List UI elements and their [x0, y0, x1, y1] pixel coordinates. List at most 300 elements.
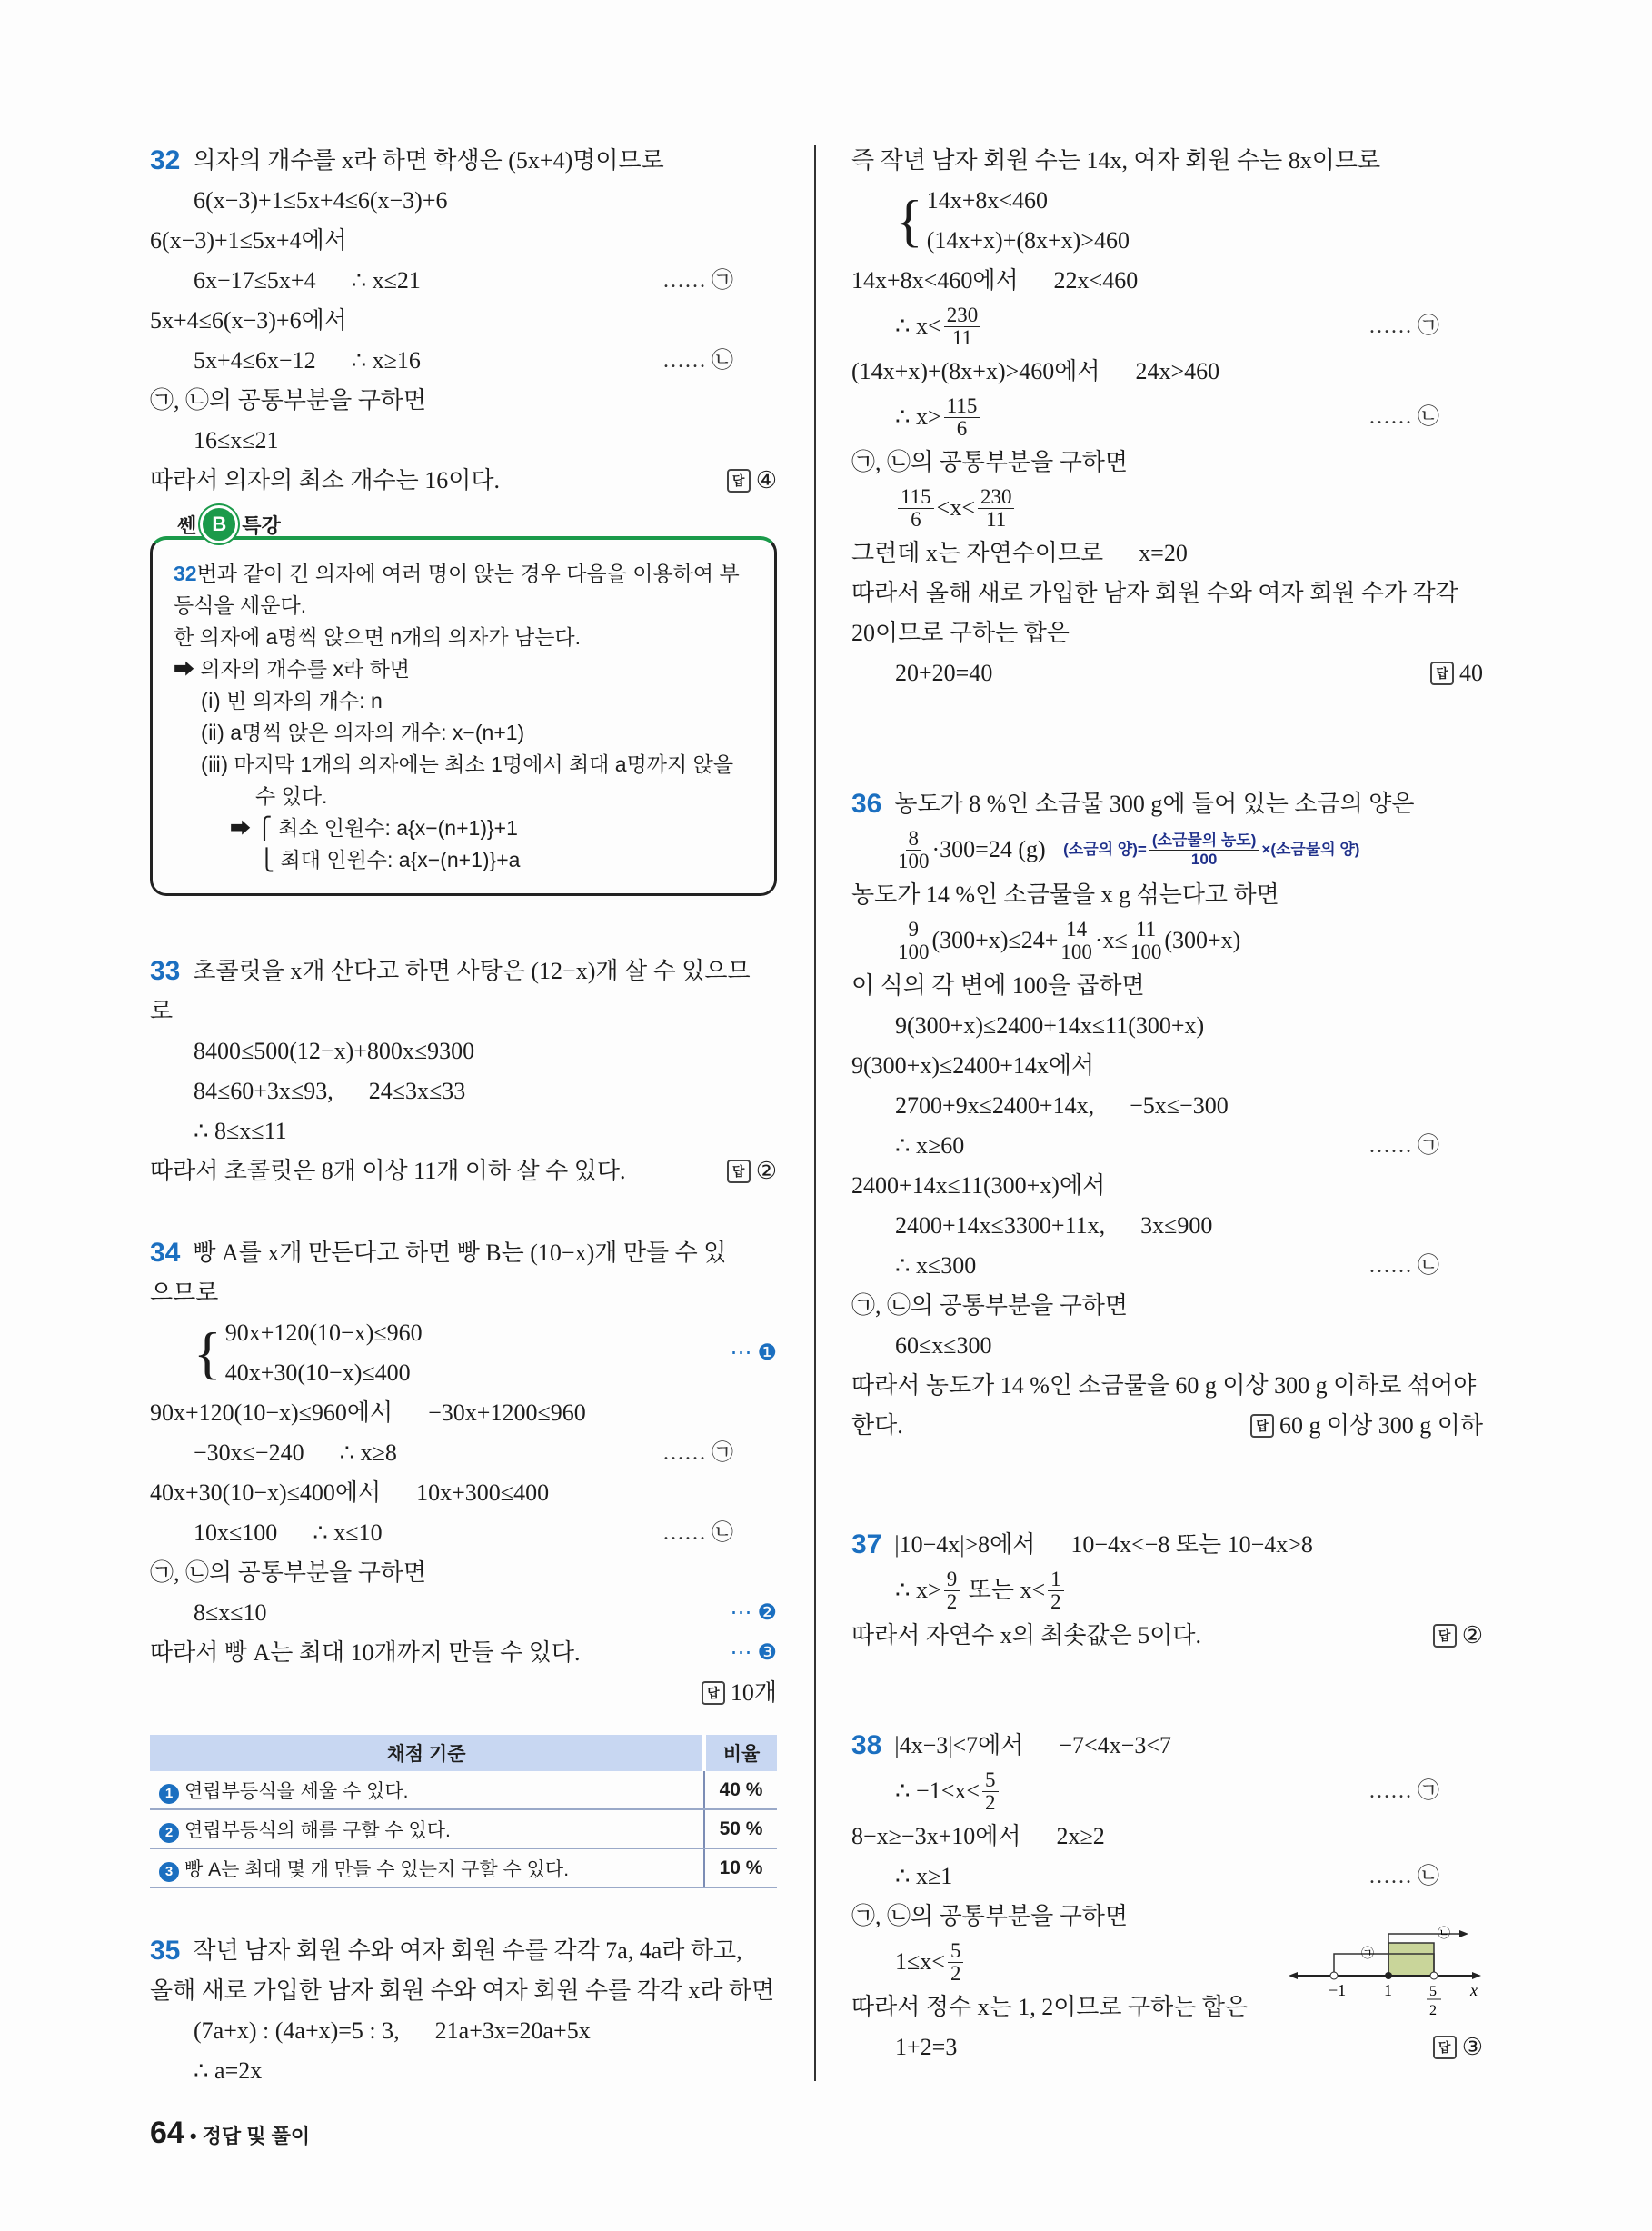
solution-line [150, 141, 777, 181]
solution-line [851, 352, 1483, 392]
tip-title-suffix: 특강 [242, 513, 281, 537]
numerator: 230 [944, 304, 981, 327]
solution-line [851, 1366, 1483, 1406]
range-2-label: ㉡ [1438, 1927, 1450, 1941]
math-text: 8≤x≤10 [194, 1599, 267, 1626]
math-text: ∴ x≥60 [895, 1132, 965, 1159]
brace-icon: { [194, 1320, 222, 1385]
formula-callout: ×(소금물의 양) [1261, 841, 1360, 858]
problem-33 [150, 951, 777, 1191]
system-of-inequalities [194, 1313, 423, 1393]
solution-line [150, 1151, 777, 1191]
tip-line [174, 653, 759, 685]
solution-line [150, 1273, 777, 1313]
solution-line [851, 1326, 1483, 1366]
math-text: ∴ a=2x [194, 2057, 263, 2084]
math-text: ∴ x> [895, 1577, 941, 1603]
solution-line [150, 1931, 777, 1971]
solution-line [150, 991, 777, 1031]
math-text: (14x+x)+(8x+x)>460에서 24x>460 [851, 358, 1220, 384]
answer-icon: 답 [1433, 2036, 1457, 2059]
math-text: 2400+14x≤3300+11x, 3x≤900 [895, 1212, 1213, 1239]
inequality: (14x+x)+(8x+x)>460 [926, 227, 1130, 254]
solution-line [851, 1006, 1483, 1046]
axis-right-arrow-icon [1472, 1972, 1481, 1979]
solution-line [150, 1633, 777, 1673]
system-lines [225, 1313, 423, 1393]
tip-text: (ⅰ) 빈 의자의 개수: n [201, 689, 383, 712]
math-text: ∴ −1<x< [895, 1778, 980, 1804]
step-marker: ⋯ ❷ [730, 1601, 777, 1625]
tick-label-num: 5 [1429, 1984, 1437, 1999]
solution-line [150, 301, 777, 341]
math-text: 한다. [851, 1412, 903, 1439]
problem-number: 35 [150, 1936, 181, 1966]
tip-problem-ref: 32 [174, 562, 197, 585]
problem-35 [150, 1931, 777, 2091]
math-text: ·300=24 (g) [931, 836, 1064, 862]
criterion-text: 연립부등식의 해를 구할 수 있다. [184, 1819, 451, 1841]
tip-title-prefix: 쎈 [177, 513, 197, 537]
math-text: 올해 새로 가입한 남자 회원 수와 여자 회원 수를 각각 x라 하면 [150, 1977, 775, 2004]
denominator: 100 [898, 940, 930, 963]
footer-title: • 정답 및 풀이 [189, 2125, 311, 2147]
solution-line [851, 181, 1483, 261]
math-text: 따라서 자연수 x의 최솟값은 5이다. [851, 1622, 1202, 1648]
solution-line [150, 1553, 777, 1593]
step-marker: …… ㉠ [662, 269, 733, 293]
denominator: 2 [1050, 1589, 1061, 1613]
fraction [944, 395, 980, 440]
answer-icon: 답 [1250, 1414, 1274, 1438]
criterion-text: 빵 A는 최대 몇 개 만들 수 있는지 구할 수 있다. [184, 1858, 570, 1880]
solution-line [851, 875, 1483, 915]
answer-value: ④ [755, 467, 777, 493]
step-marker: …… ㉡ [1368, 1865, 1439, 1888]
fraction [1060, 919, 1092, 963]
page-number: 64 [150, 2116, 184, 2150]
tip-text: 번과 같이 긴 의자에 여러 명이 앉는 경우 다음을 이용하여 부 [196, 562, 740, 585]
closed-point [1385, 1972, 1392, 1979]
math-text: (300+x)≤24+ [931, 927, 1059, 953]
math-text: ㉠, ㉡의 공통부분을 구하면 [150, 1559, 427, 1586]
math-text: 10x≤100 ∴ x≤10 [194, 1519, 383, 1546]
solution-line [851, 613, 1483, 653]
solution-line [150, 1313, 777, 1393]
tip-text: ➡ ⎧ 최소 인원수: a{x−(n+1)}+1 [201, 816, 518, 840]
tip-line [174, 844, 759, 876]
tip-text: 한 의자에 a명씩 앉으면 n개의 의자가 남는다. [174, 625, 582, 649]
inequality: 40x+30(10−x)≤400 [224, 1360, 411, 1386]
step-marker: …… ㉡ [1368, 1254, 1439, 1278]
grading-row [150, 1848, 777, 1887]
math-text: 농도가 14 %인 소금물을 x g 섞는다고 하면 [851, 881, 1279, 908]
numerator: 14 [1063, 919, 1090, 941]
solution-line [150, 181, 777, 221]
math-text: (7a+x) : (4a+x)=5 : 3, 21a+3x=20a+5x [194, 2017, 591, 2044]
step-marker: …… ㉠ [1368, 314, 1439, 338]
math-text: 그런데 x는 자연수이므로 x=20 [851, 540, 1188, 566]
solution-line [851, 261, 1483, 301]
solution-line [851, 1406, 1483, 1446]
math-text: 이 식의 각 변에 100을 곱하면 [851, 972, 1145, 999]
numerator: 9 [906, 919, 922, 941]
math-text: |4x−3|<7에서 −7<4x−3<7 [894, 1732, 1171, 1758]
solution-line [851, 2027, 1483, 2067]
fraction [978, 486, 1015, 531]
answer-value: 40 [1459, 660, 1483, 686]
problem-number: 33 [150, 956, 181, 986]
answer [1433, 2027, 1483, 2067]
solution-line [851, 1857, 1483, 1897]
math-text: 따라서 올해 새로 가입한 남자 회원 수와 여자 회원 수가 각각 [851, 580, 1458, 606]
solution-line [851, 784, 1483, 824]
range-2-arrow-icon [1459, 1930, 1468, 1937]
numerator: 230 [978, 486, 1015, 509]
problem-number: 38 [851, 1730, 882, 1760]
math-text: ㉠, ㉡의 공통부분을 구하면 [851, 1903, 1129, 1929]
solution-line [851, 915, 1483, 966]
grading-header-criteria: 채점 기준 [150, 1735, 704, 1771]
numerator: (소금물의 농도) [1149, 832, 1259, 851]
answer-value: ② [755, 1158, 777, 1184]
solution-line [851, 966, 1483, 1006]
math-text: 6(x−3)+1≤5x+4≤6(x−3)+6 [194, 187, 448, 214]
fraction [1130, 919, 1162, 963]
solution-line [150, 381, 777, 421]
open-point [1330, 1972, 1338, 1979]
math-text: 따라서 빵 A는 최대 10개까지 만들 수 있다. [150, 1639, 581, 1666]
step-number-icon: 3 [159, 1862, 179, 1882]
denominator: 100 [1190, 850, 1218, 868]
grading-ratio: 50 % [704, 1809, 777, 1848]
fraction [982, 1769, 999, 1814]
fraction [1149, 832, 1259, 869]
solution-line [851, 653, 1483, 693]
grading-row [150, 1809, 777, 1848]
brace-icon: { [895, 188, 923, 253]
answer-value: 60 g 이상 300 g 이하 [1279, 1412, 1483, 1439]
math-text: 또는 x< [962, 1577, 1046, 1603]
math-text: 의자의 개수를 x라 하면 학생은 (5x+4)명이므로 [193, 147, 664, 174]
answer-icon: 답 [1430, 662, 1454, 685]
step-marker: …… ㉡ [662, 349, 733, 373]
problem-number: 34 [150, 1238, 181, 1268]
fraction [1048, 1569, 1064, 1613]
solution-line [150, 261, 777, 301]
solution-line [150, 1031, 777, 1071]
math-text: (300+x) [1164, 927, 1241, 953]
solution-line [851, 1126, 1483, 1166]
math-text: 9(300+x)≤2400+14x≤11(300+x) [895, 1012, 1205, 1039]
step-number-icon: 2 [159, 1823, 179, 1843]
solution-line [851, 1086, 1483, 1126]
tip-line [174, 685, 759, 717]
solution-line [851, 1206, 1483, 1246]
grading-table [150, 1735, 777, 1888]
solution-line [851, 1766, 1483, 1817]
math-text: <x< [936, 494, 975, 521]
math-text: 따라서 의자의 최소 개수는 16이다. [150, 467, 501, 493]
denominator: 100 [1130, 940, 1162, 963]
solution-line [851, 1166, 1483, 1206]
grading-ratio: 10 % [704, 1848, 777, 1887]
open-point [1430, 1972, 1438, 1979]
answer-value: 10개 [730, 1679, 777, 1706]
tip-text: ⎩ 최대 인원수: a{x−(n+1)}+a [201, 848, 521, 871]
numerator: 9 [944, 1569, 960, 1591]
grading-header-ratio: 비율 [704, 1735, 777, 1771]
solution-line [851, 1525, 1483, 1565]
answer-icon: 답 [727, 1160, 751, 1183]
fraction [948, 1940, 964, 1985]
solution-line [851, 483, 1483, 533]
step-marker: …… ㉠ [1368, 1134, 1439, 1158]
grading-criterion [150, 1848, 704, 1887]
solution-line [150, 1071, 777, 1111]
tip-title [177, 505, 281, 543]
step-marker: ⋯ ❶ [730, 1341, 777, 1365]
solution-line [851, 392, 1483, 443]
range-1-label: ㉠ [1361, 1947, 1374, 1961]
math-text: 1+2=3 [895, 2034, 958, 2060]
math-text: 따라서 초콜릿은 8개 이상 11개 이하 살 수 있다. [150, 1158, 626, 1184]
solution-line [150, 1433, 777, 1473]
math-text: ·x≤ [1094, 927, 1128, 953]
denominator: 100 [898, 849, 930, 872]
tip-text: ➡ 의자의 개수를 x라 하면 [174, 657, 411, 681]
math-text: 20이므로 구하는 합은 [851, 620, 1070, 646]
answer [727, 461, 777, 501]
tick-label-den: 2 [1429, 2003, 1437, 2018]
math-text: |10−4x|>8에서 10−4x<−8 또는 10−4x>8 [894, 1531, 1313, 1558]
solution-line [851, 443, 1483, 483]
numerator: 8 [906, 828, 922, 851]
problem-36 [851, 784, 1483, 1446]
formula-callout: (소금의 양)= [1063, 841, 1147, 858]
math-text: ∴ x≤300 [895, 1252, 977, 1279]
math-text: ㉠, ㉡의 공통부분을 구하면 [150, 387, 427, 413]
answer-icon: 답 [727, 469, 751, 493]
tick-label: −1 [1329, 1981, 1347, 1999]
math-text: ∴ x≥1 [895, 1863, 953, 1889]
denominator: 6 [911, 507, 921, 531]
answer-icon: 답 [1433, 1624, 1457, 1648]
right-column [851, 0, 1483, 2231]
solution-line [851, 1246, 1483, 1286]
answer [1433, 1616, 1483, 1656]
solution-line [150, 2051, 777, 2091]
numerator: 115 [944, 395, 980, 418]
problem-32 [150, 141, 777, 501]
denominator: 2 [985, 1790, 996, 1814]
math-text: 84≤60+3x≤93, 24≤3x≤33 [194, 1078, 466, 1104]
math-text: 8−x≥−3x+10에서 2x≥2 [851, 1823, 1105, 1849]
solution-line [851, 573, 1483, 613]
grading-criterion [150, 1771, 704, 1809]
problem-number: 32 [150, 145, 181, 175]
answer-value: ③ [1461, 2034, 1483, 2060]
solution-line [851, 824, 1483, 875]
solution-line [150, 951, 777, 991]
fraction [898, 486, 934, 531]
solution-line [851, 533, 1483, 573]
answer [702, 1673, 777, 1713]
tip-text: 수 있다. [255, 784, 328, 808]
solution-line [851, 1286, 1483, 1326]
answer-icon: 답 [702, 1681, 725, 1705]
page-footer [150, 2116, 310, 2151]
numerator: 11 [1133, 919, 1159, 941]
math-text: 2400+14x≤11(300+x)에서 [851, 1172, 1106, 1199]
tip-text: (ⅲ) 마지막 1개의 의자에는 최소 1명에서 최대 a명까지 앉을 [201, 752, 734, 776]
fraction [944, 1569, 960, 1613]
step-marker: …… ㉡ [662, 1521, 733, 1545]
problem-number: 37 [851, 1529, 882, 1559]
math-text: 1≤x< [895, 1948, 945, 1975]
grading-ratio: 40 % [704, 1771, 777, 1809]
denominator: 6 [956, 416, 968, 440]
math-text: 6x−17≤5x+4 ∴ x≤21 [194, 267, 421, 294]
number-line-diagram [1289, 1908, 1484, 2027]
answer [1250, 1406, 1483, 1446]
grading-criterion [150, 1809, 704, 1848]
solution-line [150, 221, 777, 261]
column-divider [814, 145, 816, 2081]
left-column [150, 0, 777, 2231]
math-text: 초콜릿을 x개 산다고 하면 사탕은 (12−x)개 살 수 있으므 [193, 958, 751, 984]
tip-line [174, 590, 759, 622]
math-text: 5x+4≤6x−12 ∴ x≥16 [194, 347, 421, 373]
solution-line [150, 1971, 777, 2011]
inequality: 14x+8x<460 [926, 187, 1049, 214]
denominator: 11 [986, 507, 1007, 531]
tick-label: 1 [1384, 1981, 1392, 1999]
answer [1430, 653, 1483, 693]
tip-line [174, 749, 759, 781]
common-region [1388, 1943, 1434, 1976]
problem-34 [150, 1233, 777, 1713]
math-text: 농도가 8 %인 소금물 300 g에 들어 있는 소금의 양은 [894, 791, 1415, 817]
math-text: 9(300+x)≤2400+14x에서 [851, 1052, 1095, 1079]
solution-line [150, 2011, 777, 2051]
tip-box [150, 505, 777, 896]
math-text: 14x+8x<460에서 22x<460 [851, 267, 1139, 294]
system-lines [927, 181, 1130, 261]
math-text: ∴ x< [895, 313, 941, 339]
numerator: 5 [982, 1769, 999, 1792]
numerator: 115 [898, 486, 934, 509]
step-marker: …… ㉠ [1368, 1779, 1439, 1803]
math-text: 16≤x≤21 [194, 427, 279, 453]
solution-line [851, 301, 1483, 352]
math-text: 빵 A를 x개 만든다고 하면 빵 B는 (10−x)개 만들 수 있 [193, 1240, 727, 1266]
solution-line [150, 421, 777, 461]
axis-left-arrow-icon [1289, 1972, 1298, 1979]
answer-value: ② [1461, 1622, 1483, 1648]
criterion-text: 연립부등식을 세울 수 있다. [184, 1780, 409, 1802]
problem-37 [851, 1525, 1483, 1656]
denominator: 2 [950, 1961, 961, 1985]
solution-line [851, 141, 1483, 181]
solution-line [150, 1393, 777, 1433]
fraction [898, 828, 930, 872]
denominator: 100 [1060, 940, 1092, 963]
step-number-icon: 1 [159, 1784, 179, 1804]
math-text: 6(x−3)+1≤5x+4에서 [150, 227, 347, 254]
grading-row [150, 1771, 777, 1809]
numerator: 1 [1048, 1569, 1064, 1591]
numerator: 5 [948, 1940, 964, 1963]
tip-line [174, 812, 759, 844]
math-text: −30x≤−240 ∴ x≥8 [194, 1439, 397, 1466]
solution-line [150, 1593, 777, 1633]
step-marker: …… ㉡ [1368, 405, 1439, 429]
tip-text: (ⅱ) a명씩 앉은 의자의 개수: x−(n+1) [201, 721, 525, 744]
solution-line [150, 1513, 777, 1553]
solution-line [851, 1616, 1483, 1656]
fraction [898, 919, 930, 963]
math-text: 로 [150, 998, 174, 1024]
math-text: 60≤x≤300 [895, 1332, 992, 1359]
math-text: 2700+9x≤2400+14x, −5x≤−300 [895, 1092, 1229, 1119]
tip-line [174, 717, 759, 749]
system-of-inequalities [895, 181, 1130, 261]
solution-line [150, 1111, 777, 1151]
problem-number: 36 [851, 789, 882, 819]
math-text: 40x+30(10−x)≤400에서 10x+300≤400 [150, 1479, 550, 1506]
math-text: ㉠, ㉡의 공통부분을 구하면 [851, 449, 1129, 475]
math-text: 즉 작년 남자 회원 수는 14x, 여자 회원 수는 8x이므로 [851, 147, 1381, 174]
solution-line [851, 1817, 1483, 1857]
inequality: 90x+120(10−x)≤960 [224, 1320, 423, 1346]
tip-line [174, 781, 759, 812]
math-text: 으므로 [150, 1280, 219, 1306]
math-text: 5x+4≤6(x−3)+6에서 [150, 307, 347, 334]
tip-badge-icon: B [200, 505, 238, 543]
tip-line [174, 558, 759, 590]
math-text: 8400≤500(12−x)+800x≤9300 [194, 1038, 475, 1064]
solution-line [851, 1726, 1483, 1766]
math-text: 20+20=40 [895, 660, 993, 686]
step-marker: ⋯ ❸ [730, 1641, 777, 1665]
tip-line [174, 622, 759, 653]
math-text: ㉠, ㉡의 공통부분을 구하면 [851, 1292, 1129, 1319]
math-text: ∴ 8≤x≤11 [194, 1118, 287, 1144]
solution-line [150, 461, 777, 501]
math-text: 따라서 정수 x는 1, 2이므로 구하는 합은 [851, 1994, 1249, 2020]
solution-line [150, 1473, 777, 1513]
problem-35-continued [851, 141, 1483, 693]
solution-line [851, 1046, 1483, 1086]
fraction [944, 304, 981, 349]
tip-text: 등식을 세운다. [174, 593, 307, 617]
math-text: ∴ x> [895, 403, 941, 430]
axis-label: x [1470, 1981, 1478, 1999]
math-text: 따라서 농도가 14 %인 소금물을 60 g 이상 300 g 이하로 섞어야 [851, 1372, 1477, 1399]
math-text: 90x+120(10−x)≤960에서 −30x+1200≤960 [150, 1399, 586, 1426]
solution-line [150, 1673, 777, 1713]
tip-content [174, 558, 759, 876]
math-text: 작년 남자 회원 수와 여자 회원 수를 각각 7a, 4a라 하고, [193, 1937, 742, 1964]
solution-line [851, 1565, 1483, 1616]
step-marker: …… ㉠ [662, 1441, 733, 1465]
denominator: 2 [946, 1589, 958, 1613]
solution-line [150, 1233, 777, 1273]
solution-line [150, 341, 777, 381]
answer [727, 1151, 777, 1191]
denominator: 11 [951, 325, 973, 349]
